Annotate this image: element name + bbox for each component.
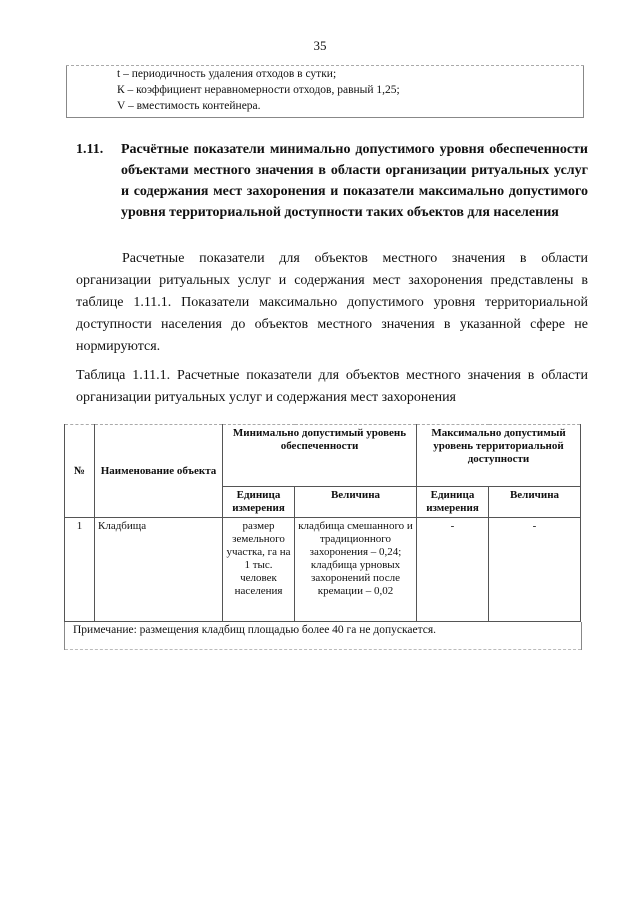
note-text: Примечание: размещения кладбищ площадью более 40 га не допускается. bbox=[73, 624, 437, 636]
cell-unit: - bbox=[417, 518, 489, 622]
header-value: Величина bbox=[295, 487, 417, 518]
header-unit: Единица измерения bbox=[223, 487, 295, 518]
cell-name: Кладбища bbox=[95, 518, 223, 622]
body-paragraph: Расчетные показатели для объектов местного значения в области организации ритуальных услуг и содержания мест захоронения представлены в таблице 1.11.1. Показатели максимально допустимого уровня территориальной доступности населения до объектов местного значения в указанной сфере не нормируются. bbox=[76, 251, 588, 354]
formula-legend bbox=[66, 65, 584, 118]
table-row bbox=[65, 518, 581, 622]
header-value: Величина bbox=[489, 487, 581, 518]
table-note bbox=[64, 622, 582, 650]
legend-item: V – вместимость контейнера. bbox=[117, 100, 261, 112]
cell-value: кладбища смешанного и традиционного захоронения – 0,24; кладбища урновых захоронений после кремации – 0,02 bbox=[295, 518, 417, 622]
header-unit: Единица измерения bbox=[417, 487, 489, 518]
section-title: Расчётные показатели минимально допустимого уровня обеспеченности объектами местного значения в области организации ритуальных услуг и содержания мест захоронения и показатели максимально допустимого уровня территориальной доступности таких объектов для населения bbox=[121, 142, 588, 220]
table-caption: Таблица 1.11.1. Расчетные показатели для объектов местного значения в области организации ритуальных услуг и содержания мест захоронения bbox=[76, 368, 588, 405]
header-min-level: Минимально допустимый уровень обеспеченности bbox=[223, 425, 417, 487]
section-heading bbox=[76, 139, 588, 223]
page-number: 35 bbox=[313, 38, 327, 53]
legend-item: t – периодичность удаления отходов в сутки; bbox=[117, 68, 337, 80]
cell-value: - bbox=[489, 518, 581, 622]
header-max-level: Максимально допустимый уровень территориальной доступности bbox=[417, 425, 581, 487]
cell-unit: размер земельного участка, га на 1 тыс. человек населения bbox=[223, 518, 295, 622]
legend-item: К – коэффициент неравномерности отходов, равный 1,25; bbox=[117, 84, 400, 96]
indicators-table bbox=[64, 424, 581, 622]
section-number: 1.11. bbox=[76, 142, 104, 157]
cell-num: 1 bbox=[65, 518, 95, 622]
header-name: Наименование объекта bbox=[95, 425, 223, 518]
header-num: № bbox=[65, 425, 95, 518]
